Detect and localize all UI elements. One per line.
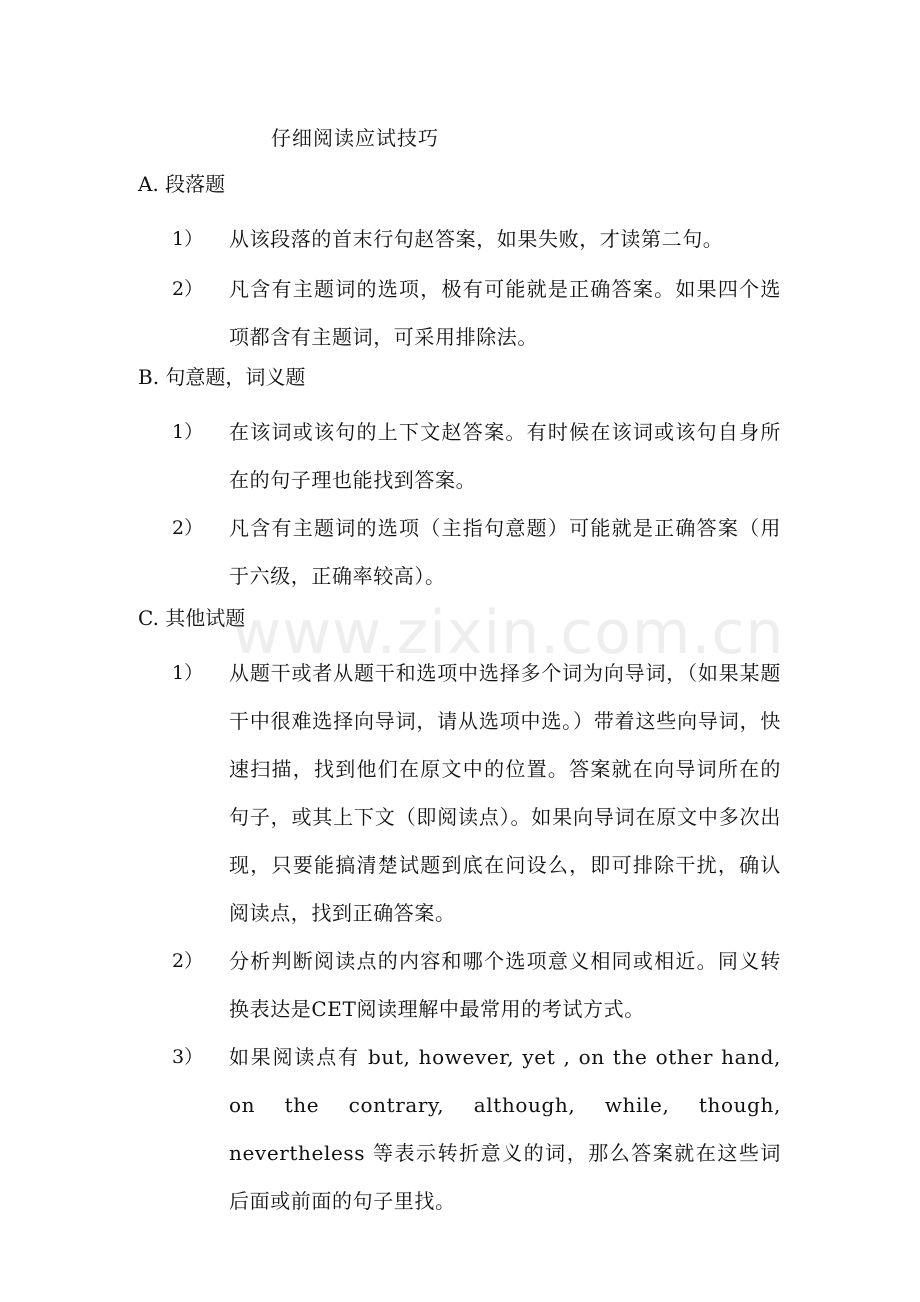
item-text: 凡含有主题词的选项（主指句意题）可能就是正确答案（用于六级，正确率较高）。 bbox=[229, 516, 781, 588]
item-text: 从该段落的首末行句赵答案，如果失败，才读第二句。 bbox=[229, 227, 724, 251]
list-item bbox=[138, 1033, 838, 1225]
section-heading: A. 段落题 bbox=[138, 172, 226, 196]
item-text: 如果阅读点有 but, however, yet , on the other hand, on the contrary, although, while, though, nevertheless 等表示转折意义的词，那么答案就在这些词后面或前面的句子里找。 bbox=[229, 1045, 781, 1213]
list-item bbox=[138, 265, 838, 361]
watermark: www.zixin.com.cn bbox=[232, 598, 785, 668]
item-text: 在该词或该句的上下文赵答案。有时候在该词或该句自身所在的句子理也能找到答案。 bbox=[229, 420, 781, 492]
item-number: 2） bbox=[172, 950, 204, 972]
section-c bbox=[138, 602, 838, 1225]
item-text: 从题干或者从题干和选项中选择多个词为向导词，（如果某题干中很难选择向导词，请从选项中选。）带着这些向导词，快速扫描，找到他们在原文中的位置。答案就在向导词所在的句子，或其上下文（即阅读点）。如果向导词在原文中多次出现，只要能搞清楚试题到底在问设么，即可排除干扰，确认阅读点，找到正确答案。 bbox=[229, 661, 781, 925]
item-number: 1） bbox=[172, 228, 204, 250]
section-b bbox=[138, 361, 838, 600]
item-text: 分析判断阅读点的内容和哪个选项意义相同或相近。同义转换表达是CET阅读理解中最常用的考试方式。 bbox=[229, 949, 781, 1021]
item-number: 2） bbox=[172, 278, 204, 300]
list-item bbox=[138, 408, 838, 504]
section-heading: B. 句意题，词义题 bbox=[138, 365, 306, 389]
section-heading: C. 其他试题 bbox=[138, 606, 246, 630]
item-number: 3） bbox=[172, 1046, 204, 1068]
section-a bbox=[138, 168, 838, 361]
document-title: 仔细阅读应试技巧 bbox=[271, 126, 439, 150]
item-text: 凡含有主题词的选项，极有可能就是正确答案。如果四个选项都含有主题词，可采用排除法。 bbox=[229, 277, 781, 349]
list-item bbox=[138, 215, 838, 263]
list-item bbox=[138, 504, 838, 600]
list-item bbox=[138, 649, 838, 937]
item-number: 1） bbox=[172, 662, 204, 684]
item-number: 2） bbox=[172, 517, 204, 539]
item-number: 1） bbox=[172, 421, 204, 443]
list-item bbox=[138, 937, 838, 1033]
